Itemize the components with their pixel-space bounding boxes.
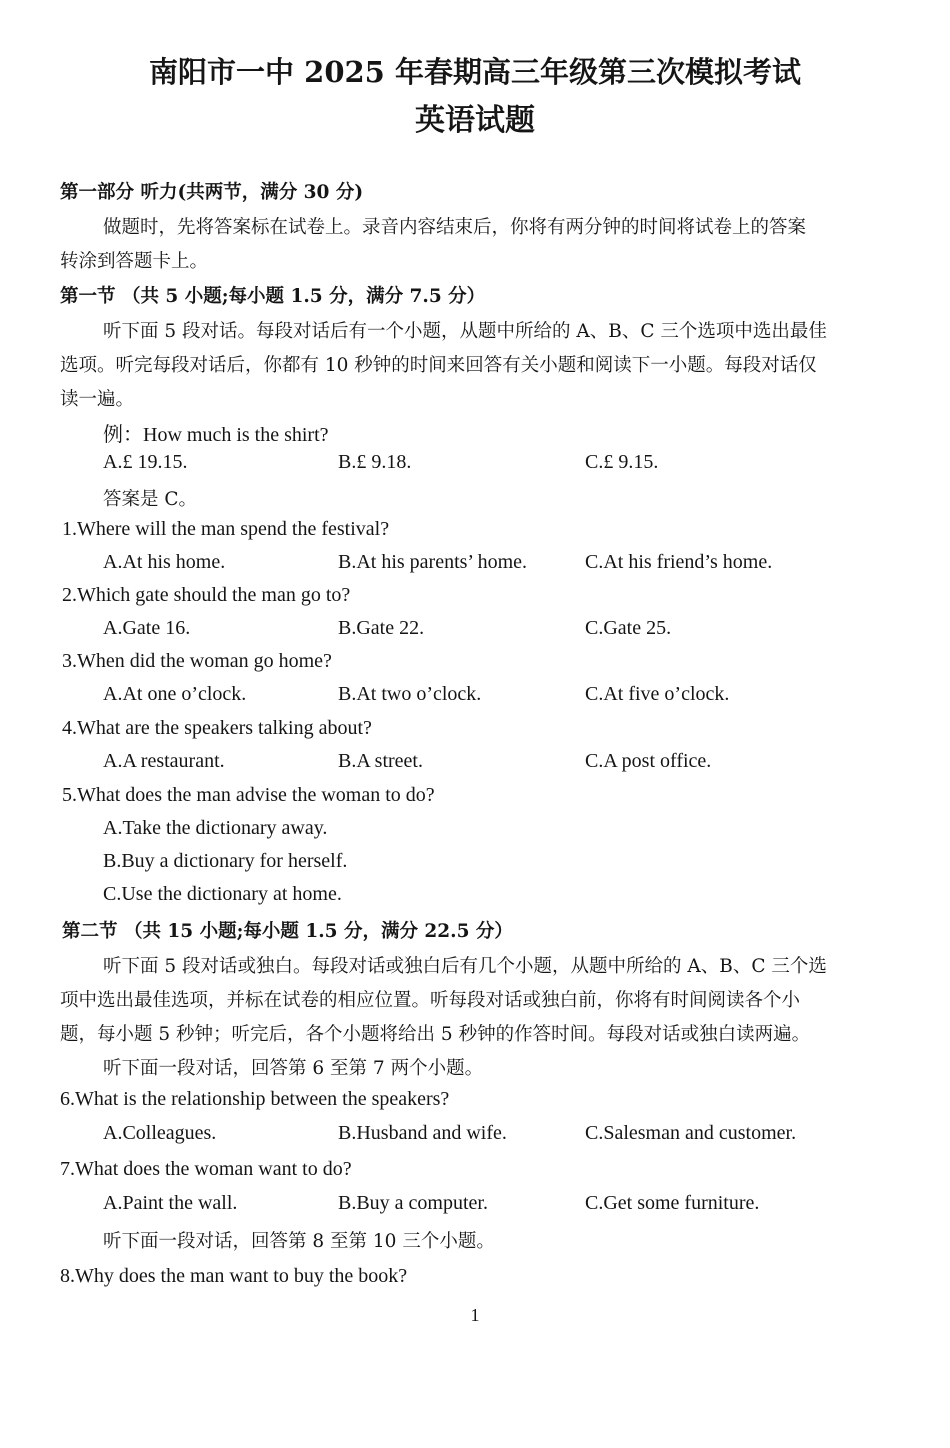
question-1-option-a: A.At his home. — [103, 551, 226, 573]
question-3-option-b: B.At two o’clock. — [338, 683, 482, 705]
question-5-option-a: A.Take the dictionary away. — [103, 817, 328, 839]
example-option-b: B.£ 9.18. — [338, 451, 412, 473]
section2-instruction-line2: 项中选出最佳选项，并标在试卷的相应位置。听每段对话或独白前，你将有时间阅读各个小 — [60, 990, 801, 1011]
part1-intro-line2: 转涂到答题卡上。 — [60, 251, 209, 272]
question-2-option-a: A.Gate 16. — [103, 617, 191, 639]
example-question: 例：How much is the shirt? — [103, 424, 329, 446]
part1-intro-line1: 做题时，先将答案标在试卷上。录音内容结束后，你将有两分钟的时间将试卷上的答案 — [103, 217, 807, 238]
part1-heading: 第一部分 听力(共两节，满分 30 分) — [60, 182, 364, 203]
question-6: 6.What is the relationship between the speakers? — [60, 1088, 450, 1110]
exam-title: 南阳市一中 2025 年春期高三年级第三次模拟考试 — [149, 55, 801, 89]
question-4-option-a: A.A restaurant. — [103, 750, 225, 772]
question-1-option-b: B.At his parents’ home. — [338, 551, 528, 573]
question-1-option-c: C.At his friend’s home. — [585, 551, 773, 573]
question-3-option-c: C.At five o’clock. — [585, 683, 730, 705]
section1-heading: 第一节 （共 5 小题;每小题 1.5 分，满分 7.5 分） — [60, 286, 486, 307]
section2-sub-instruction-2: 听下面一段对话，回答第 8 至第 10 三个小题。 — [103, 1231, 495, 1252]
question-7-option-c: C.Get some furniture. — [585, 1192, 760, 1214]
page-number: 1 — [470, 1305, 480, 1325]
question-6-option-a: A.Colleagues. — [103, 1122, 217, 1144]
question-4: 4.What are the speakers talking about? — [62, 717, 372, 739]
question-5: 5.What does the man advise the woman to do? — [62, 784, 435, 806]
section1-instruction-line2: 选项。听完每段对话后，你都有 10 秒钟的时间来回答有关小题和阅读下一小题。每段对话仅 — [60, 355, 817, 376]
question-8: 8.Why does the man want to buy the book? — [60, 1265, 408, 1287]
question-7: 7.What does the woman want to do? — [60, 1158, 352, 1180]
example-option-a: A.£ 19.15. — [103, 451, 188, 473]
question-4-option-b: B.A street. — [338, 750, 423, 772]
question-3: 3.When did the woman go home? — [62, 650, 332, 672]
question-3-option-a: A.At one o’clock. — [103, 683, 247, 705]
question-2: 2.Which gate should the man go to? — [62, 584, 351, 606]
section2-heading: 第二节 （共 15 小题;每小题 1.5 分，满分 22.5 分） — [62, 921, 513, 942]
section1-instruction-line1: 听下面 5 段对话。每段对话后有一个小题，从题中所给的 A、B、C 三个选项中选出最佳 — [103, 321, 827, 342]
question-7-option-a: A.Paint the wall. — [103, 1192, 238, 1214]
section2-instruction-line3: 题，每小题 5 秒钟；听完后，各个小题将给出 5 秒钟的作答时间。每段对话或独白读两遍。 — [60, 1024, 811, 1045]
question-5-option-b: B.Buy a dictionary for herself. — [103, 850, 348, 872]
question-5-option-c: C.Use the dictionary at home. — [103, 883, 342, 905]
section2-instruction-line1: 听下面 5 段对话或独白。每段对话或独白后有几个小题，从题中所给的 A、B、C 三个选 — [103, 956, 827, 977]
example-answer: 答案是 C。 — [103, 489, 198, 510]
question-4-option-c: C.A post office. — [585, 750, 712, 772]
exam-subtitle: 英语试题 — [415, 103, 535, 138]
question-2-option-b: B.Gate 22. — [338, 617, 425, 639]
question-6-option-b: B.Husband and wife. — [338, 1122, 507, 1144]
section1-instruction-line3: 读一遍。 — [60, 389, 135, 410]
question-2-option-c: C.Gate 25. — [585, 617, 672, 639]
example-option-c: C.£ 9.15. — [585, 451, 659, 473]
question-7-option-b: B.Buy a computer. — [338, 1192, 488, 1214]
question-6-option-c: C.Salesman and customer. — [585, 1122, 797, 1144]
section2-sub-instruction-1: 听下面一段对话，回答第 6 至第 7 两个小题。 — [103, 1058, 484, 1079]
question-1: 1.Where will the man spend the festival? — [62, 518, 390, 540]
